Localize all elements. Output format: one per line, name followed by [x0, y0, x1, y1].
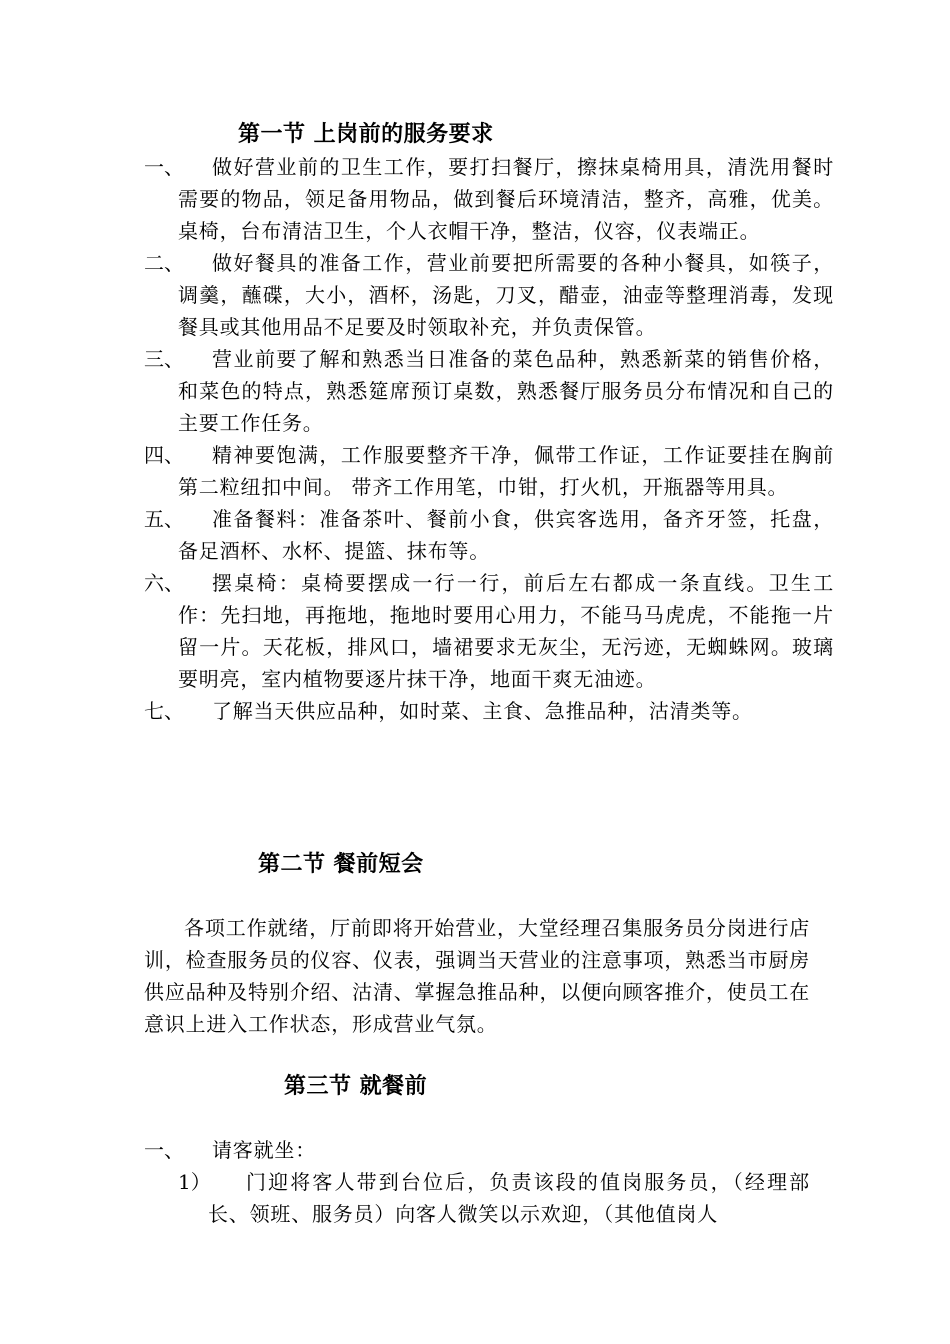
- list-item: [144, 439, 834, 503]
- list-item-number: 七、: [144, 699, 184, 723]
- list-item-text: 请客就坐：: [212, 1138, 316, 1162]
- list-item-number: 五、: [144, 507, 184, 531]
- list-item-number: 三、: [144, 347, 184, 371]
- list-item-text: 营业前要了解和熟悉当日准备的菜色品种，熟悉新菜的销售价格，和菜色的特点，熟悉筵席预订桌数，熟悉餐厅服务员分布情况和自己的主要工作任务。: [178, 347, 834, 435]
- list-item-number: 四、: [144, 443, 184, 467]
- sub-list-item-number: 1）: [178, 1170, 211, 1194]
- list-item: [144, 247, 834, 343]
- list-item: [144, 151, 834, 247]
- list-item: [144, 503, 834, 567]
- list-item-number: 二、: [144, 251, 184, 275]
- section-3-sublist: [178, 1166, 810, 1230]
- list-item-text: 摆桌椅：桌椅要摆成一行一行，前后左右都成一条直线。卫生工作：先扫地，再拖地，拖地时要用心用力，不能马马虎虎，不能拖一片留一片。天花板，排风口，墙裙要求无灰尘，无污迹，无蜘蛛网。玻璃要明亮，室内植物要逐片抹干净，地面干爽无油迹。: [178, 571, 834, 691]
- list-item-number: 一、: [144, 155, 184, 179]
- sub-list-item-text: 门迎将客人带到台位后，负责该段的值岗服务员，（经理部长、领班、服务员）向客人微笑以示欢迎，（其他值岗人: [208, 1170, 810, 1226]
- section-3-title: 第三节 就餐前: [284, 1073, 428, 1099]
- sub-list-item: [178, 1166, 810, 1230]
- list-item: [144, 343, 834, 439]
- section-2-paragraph: 各项工作就绪，厅前即将开始营业，大堂经理召集服务员分岗进行店训，检查服务员的仪容、仪表，强调当天营业的注意事项，熟悉当市厨房供应品种及特别介绍、沽清、掌握急推品种，以便向顾客推介，使员工在意识上进入工作状态，形成营业气氛。: [144, 916, 810, 1036]
- section-3-list: [144, 1134, 834, 1166]
- list-item-text: 精神要饱满，工作服要整齐干净，佩带工作证，工作证要挂在胸前第二粒纽扣中间。 带齐工作用笔，巾钳，打火机，开瓶器等用具。: [178, 443, 834, 499]
- list-item-text: 准备餐料：准备茶叶、餐前小食，供宾客选用，备齐牙签，托盘，备足酒杯、水杯、提篮、抹布等。: [178, 507, 834, 563]
- list-item-text: 做好营业前的卫生工作，要打扫餐厅，擦抹桌椅用具，清洗用餐时需要的物品，领足备用物品，做到餐后环境清洁，整齐，高雅，优美。桌椅，台布清洁卫生，个人衣帽干净，整洁，仪容，仪表端正。: [178, 155, 834, 243]
- section-1-list: [144, 151, 834, 727]
- list-item-text: 做好餐具的准备工作，营业前要把所需要的各种小餐具，如筷子，调羹，蘸碟，大小，酒杯，汤匙，刀叉，醋壶，油壶等整理消毒，发现餐具或其他用品不足要及时领取补充，并负责保管。: [178, 251, 834, 339]
- list-item: [144, 1134, 834, 1166]
- list-item-number: 六、: [144, 571, 184, 595]
- list-item-text: 了解当天供应品种，如时菜、主食、急推品种，沽清类等。: [212, 699, 753, 723]
- list-item: [144, 695, 834, 727]
- section-2-title: 第二节 餐前短会: [258, 851, 424, 877]
- section-1-title: 第一节 上岗前的服务要求: [238, 121, 494, 147]
- list-item: [144, 567, 834, 695]
- list-item-number: 一、: [144, 1138, 184, 1162]
